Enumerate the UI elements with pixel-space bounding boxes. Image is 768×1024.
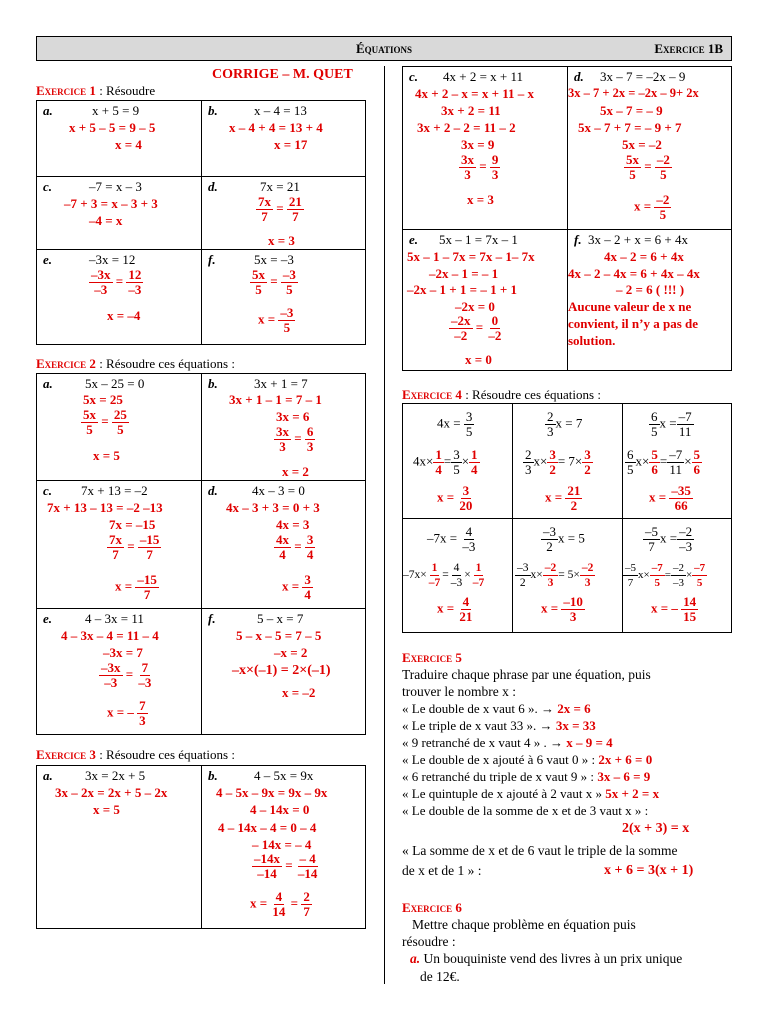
- ex6-instruction-2: résoudre :: [402, 934, 456, 949]
- ex6-problem-a: a. Un bouquiniste vend des livres à un prix unique: [410, 951, 683, 966]
- ex1b-cell-d: d. 3x – 7 = –2x – 9 3x – 7 + 2x = –2x – 9+ 2x 5x – 7 = – 9 5x – 7 + 7 = – 9 + 7 5x = –2 $\frac{5x}{5}$ = $\frac{-2}{5}$ x = $\frac{-2}{5}$: [567, 66, 732, 230]
- ex5-instruction-1: Traduire chaque phrase par une équation, puis: [402, 667, 651, 682]
- ex2-cell-c: c. 7x + 13 = –2 7x + 13 – 13 = –2 –13 7x = –15 $\frac{7x}{7}$ = $\frac{-15}{7}$ x = $\frac{-15}{7}$: [36, 480, 202, 609]
- ex4-heading: Exercice 4 : Résoudre ces équations :: [402, 387, 601, 402]
- column-separator: [384, 66, 385, 984]
- ex5-heading: Exercice 5: [402, 650, 462, 665]
- ex2-cell-a: a. 5x – 25 = 0 5x = 25 $\frac{5x}{5}$ = $\frac{25}{5}$ x = 5: [36, 373, 202, 481]
- ex4-cell-5: $\frac{-3}{2}$ x = 5 $\frac{-3}{2}$ x× $\frac{-2}{3}$ = 5× $\frac{-2}{3}$ x = $\frac{-10}{3}$: [512, 518, 623, 633]
- ex5-q7: « Le double de la somme de x et de 3 vaut x » :: [402, 803, 649, 818]
- ex2-cell-e: e. 4 – 3x = 11 4 – 3x – 4 = 11 – 4 –3x = 7 $\frac{-3x}{-3}$ = $\frac{7}{-3}$ x = – $\frac{7}{3}$: [36, 608, 202, 735]
- ex1-cell-d: d. 7x = 21 $\frac{7x}{7}$ = $\frac{21}{7}$ x = 3: [201, 176, 366, 250]
- ex6-problem-a-cont: de 12€.: [420, 969, 460, 984]
- ex1b-cell-e: e. 5x – 1 = 7x – 1 5x – 1 – 7x = 7x – 1– 7x –2x – 1 = – 1 –2x – 1 + 1 = – 1 + 1 –2x = 0 $\frac{-2x}{-2}$ = $\frac{0}{-2}$ x = 0: [402, 229, 568, 371]
- ex4-cell-4: –7x = $\frac{4}{-3}$ –7x× $\frac{1}{-7}$ = $\frac{4}{-3}$ × $\frac{1}{-7}$ x = $\frac{4}{21}$: [402, 518, 513, 633]
- ex1-cell-e: e. –3x = 12 $\frac{-3x}{-3}$ = $\frac{12}{-3}$ x = –4: [36, 249, 202, 345]
- ex6-instruction-1: Mettre chaque problème en équation puis: [412, 917, 636, 932]
- ex5-q3: « 9 retranché de x vaut 4 » . → x – 9 = 4: [402, 735, 613, 750]
- ex5-q6: « Le quintuple de x ajouté à 2 vaut x » 5x + 2 = x: [402, 786, 660, 801]
- exercise-number: Exercice 1B: [654, 41, 723, 56]
- ex5-q8a: « La somme de x et de 6 vaut le triple de la somme: [402, 843, 678, 858]
- ex5-a7: 2(x + 3) = x: [622, 821, 690, 836]
- ex4-cell-3: $\frac{6}{5}$ x = $\frac{-7}{11}$ $\frac{6}{5}$ x× $\frac{5}{6}$ = $\frac{-7}{11}$ × $\frac{5}{6}$ x = $\frac{-35}{66}$: [622, 403, 732, 519]
- ex1-cell-b: b. x – 4 = 13 x – 4 + 4 = 13 + 4 x = 17: [201, 100, 366, 177]
- ex2-cell-f: f. 5 – x = 7 5 – x – 5 = 7 – 5 –x = 2 –x×(–1) = 2×(–1) x = –2: [201, 608, 366, 735]
- ex1-heading: Exercice 1 : Résoudre: [36, 83, 156, 98]
- ex5-q2: « Le triple de x vaut 33 ». → 3x = 33: [402, 718, 596, 733]
- ex1b-cell-f: f. 3x – 2 + x = 6 + 4x 4x – 2 = 6 + 4x 4x – 2 – 4x = 6 + 4x – 4x – 2 = 6 ( !!! ) Aucune valeur de x ne convient, il n’y a pas de solution.: [567, 229, 732, 371]
- page-title: Équations: [355, 41, 412, 56]
- ex5-q5: « 6 retranché du triple de x vaut 9 » : 3x – 6 = 9: [402, 769, 651, 784]
- ex4-cell-1: 4x = $\frac{3}{5}$ 4x× $\frac{1}{4}$ = $\frac{3}{5}$ × $\frac{1}{4}$ x = $\frac{3}{20}$: [402, 403, 513, 519]
- ex1-cell-a: a. x + 5 = 9 x + 5 – 5 = 9 – 5 x = 4: [36, 100, 202, 177]
- page-header: [36, 36, 732, 61]
- ex2-heading: Exercice 2 : Résoudre ces équations :: [36, 356, 235, 371]
- ex3-cell-a: a. 3x = 2x + 5 3x – 2x = 2x + 5 – 2x x = 5: [36, 765, 202, 929]
- ex4-cell-6: $\frac{-5}{7}$ x = $\frac{-2}{-3}$ $\frac{-5}{7}$ x× $\frac{-7}{5}$ = $\frac{-2}{-3}$ × $\frac{-7}{5}$ x = – $\frac{14}{15}$: [622, 518, 732, 633]
- ex1-cell-f: f. 5x = –3 $\frac{5x}{5}$ = $\frac{-3}{5}$ x = $\frac{-3}{5}$: [201, 249, 366, 345]
- ex6-heading: Exercice 6: [402, 900, 462, 915]
- ex5-q1: « Le double de x vaut 6 ». → 2x = 6: [402, 701, 591, 716]
- ex5-instruction-2: trouver le nombre x :: [402, 684, 516, 699]
- ex1b-cell-c: c. 4x + 2 = x + 11 4x + 2 – x = x + 11 – x 3x + 2 = 11 3x + 2 – 2 = 11 – 2 3x = 9 $\frac{3x}{3}$ = $\frac{9}{3}$ x = 3: [402, 66, 568, 230]
- ex3-cell-b: b. 4 – 5x = 9x 4 – 5x – 9x = 9x – 9x 4 – 14x = 0 4 – 14x – 4 = 0 – 4 – 14x = – 4 $\frac{-14x}{-14}$ = $\frac{- 4}{-14}$ x = $\frac{4}{14}$ = $\frac{2}{7}$: [201, 765, 366, 929]
- ex5-a8: x + 6 = 3(x + 1): [604, 863, 694, 878]
- ex1-cell-c: c. –7 = x – 3 –7 + 3 = x – 3 + 3 –4 = x: [36, 176, 202, 250]
- ex3-heading: Exercice 3 : Résoudre ces équations :: [36, 747, 235, 762]
- corrige-title: CORRIGE – M. QUET: [212, 67, 353, 82]
- ex5-q8b: de x et de 1 » :: [402, 863, 482, 878]
- ex4-cell-2: $\frac{2}{3}$ x = 7 $\frac{2}{3}$ x× $\frac{3}{2}$ = 7× $\frac{3}{2}$ x = $\frac{21}{2}$: [512, 403, 623, 519]
- ex2-cell-d: d. 4x – 3 = 0 4x – 3 + 3 = 0 + 3 4x = 3 $\frac{4x}{4}$ = $\frac{3}{4}$ x = $\frac{3}{4}$: [201, 480, 366, 609]
- ex2-cell-b: b. 3x + 1 = 7 3x + 1 – 1 = 7 – 1 3x = 6 $\frac{3x}{3}$ = $\frac{6}{3}$ x = 2: [201, 373, 366, 481]
- ex5-q4: « Le double de x ajouté à 6 vaut 0 » : 2x + 6 = 0: [402, 752, 653, 767]
